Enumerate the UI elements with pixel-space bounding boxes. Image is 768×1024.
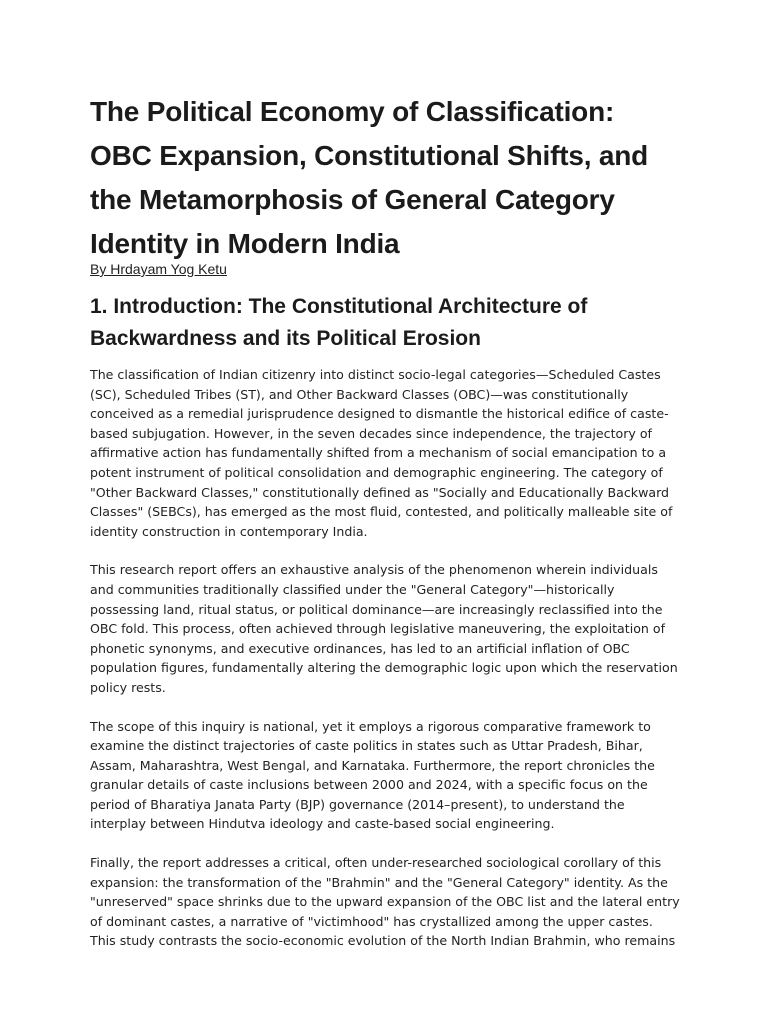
document-body — [90, 90, 680, 970]
paragraph-1: The classification of Indian citizenry into distinct socio-legal categories—Scheduled Castes (SC), Scheduled Tribes (ST), and Other Backward Classes (OBC)—was constitutionally conceived as a remedial jurisprudence designed to dismantle the historical edifice of caste-based subjugation. However, in the seven decades since independence, the trajectory of affirmative action has fundamentally shifted from a mechanism of social emancipation to a potent instrument of political consolidation and demographic engineering. The category of "Other Backward Classes," constitutionally defined as "Socially and Educationally Backward Classes" (SEBCs), has emerged as the most fluid, contested, and politically malleable site of identity construction in contemporary India. — [90, 367, 673, 539]
paragraph-4: Finally, the report addresses a critical, often under-researched sociological corollary of this expansion: the transformation of the "Brahmin" and the "General Category" identity. As the "unreserved" space shrinks due to the upward expansion of the OBC list and the lateral entry of dominant castes, a narrative of "victimhood" has crystallized among the upper castes. This study contrasts the socio-economic evolution of the North Indian Brahmin, who remains — [90, 855, 680, 949]
section-heading: 1. Introduction: The Constitutional Architecture of Backwardness and its Political Erosion — [90, 295, 588, 350]
document-title: The Political Economy of Classification: OBC Expansion, Constitutional Shifts, and the Metamorphosis of General Category Identity in Modern India — [90, 96, 649, 259]
paragraph-2: This research report offers an exhaustive analysis of the phenomenon wherein individuals and communities traditionally classified under the "General Category"—historically possessing land, ritual status, or political dominance—are increasingly reclassified into the OBC fold. This process, often achieved through legislative maneuvering, the exploitation of phonetic synonyms, and executive ordinances, has led to an artificial inflation of OBC population figures, fundamentally altering the demographic logic upon which the reservation policy rests. — [90, 562, 678, 695]
author-byline-link[interactable]: By Hrdayam Yog Ketu — [90, 261, 227, 277]
paragraph-3: The scope of this inquiry is national, yet it employs a rigorous comparative framework to examine the distinct trajectories of caste politics in states such as Uttar Pradesh, Bihar, Assam, Maharashtra, West Bengal, and Karnataka. Furthermore, the report chronicles the granular details of caste inclusions between 2000 and 2024, with a specific focus on the period of Bharatiya Janata Party (BJP) governance (2014–present), to understand the interplay between Hindutva ideology and caste-based social engineering. — [90, 718, 655, 832]
